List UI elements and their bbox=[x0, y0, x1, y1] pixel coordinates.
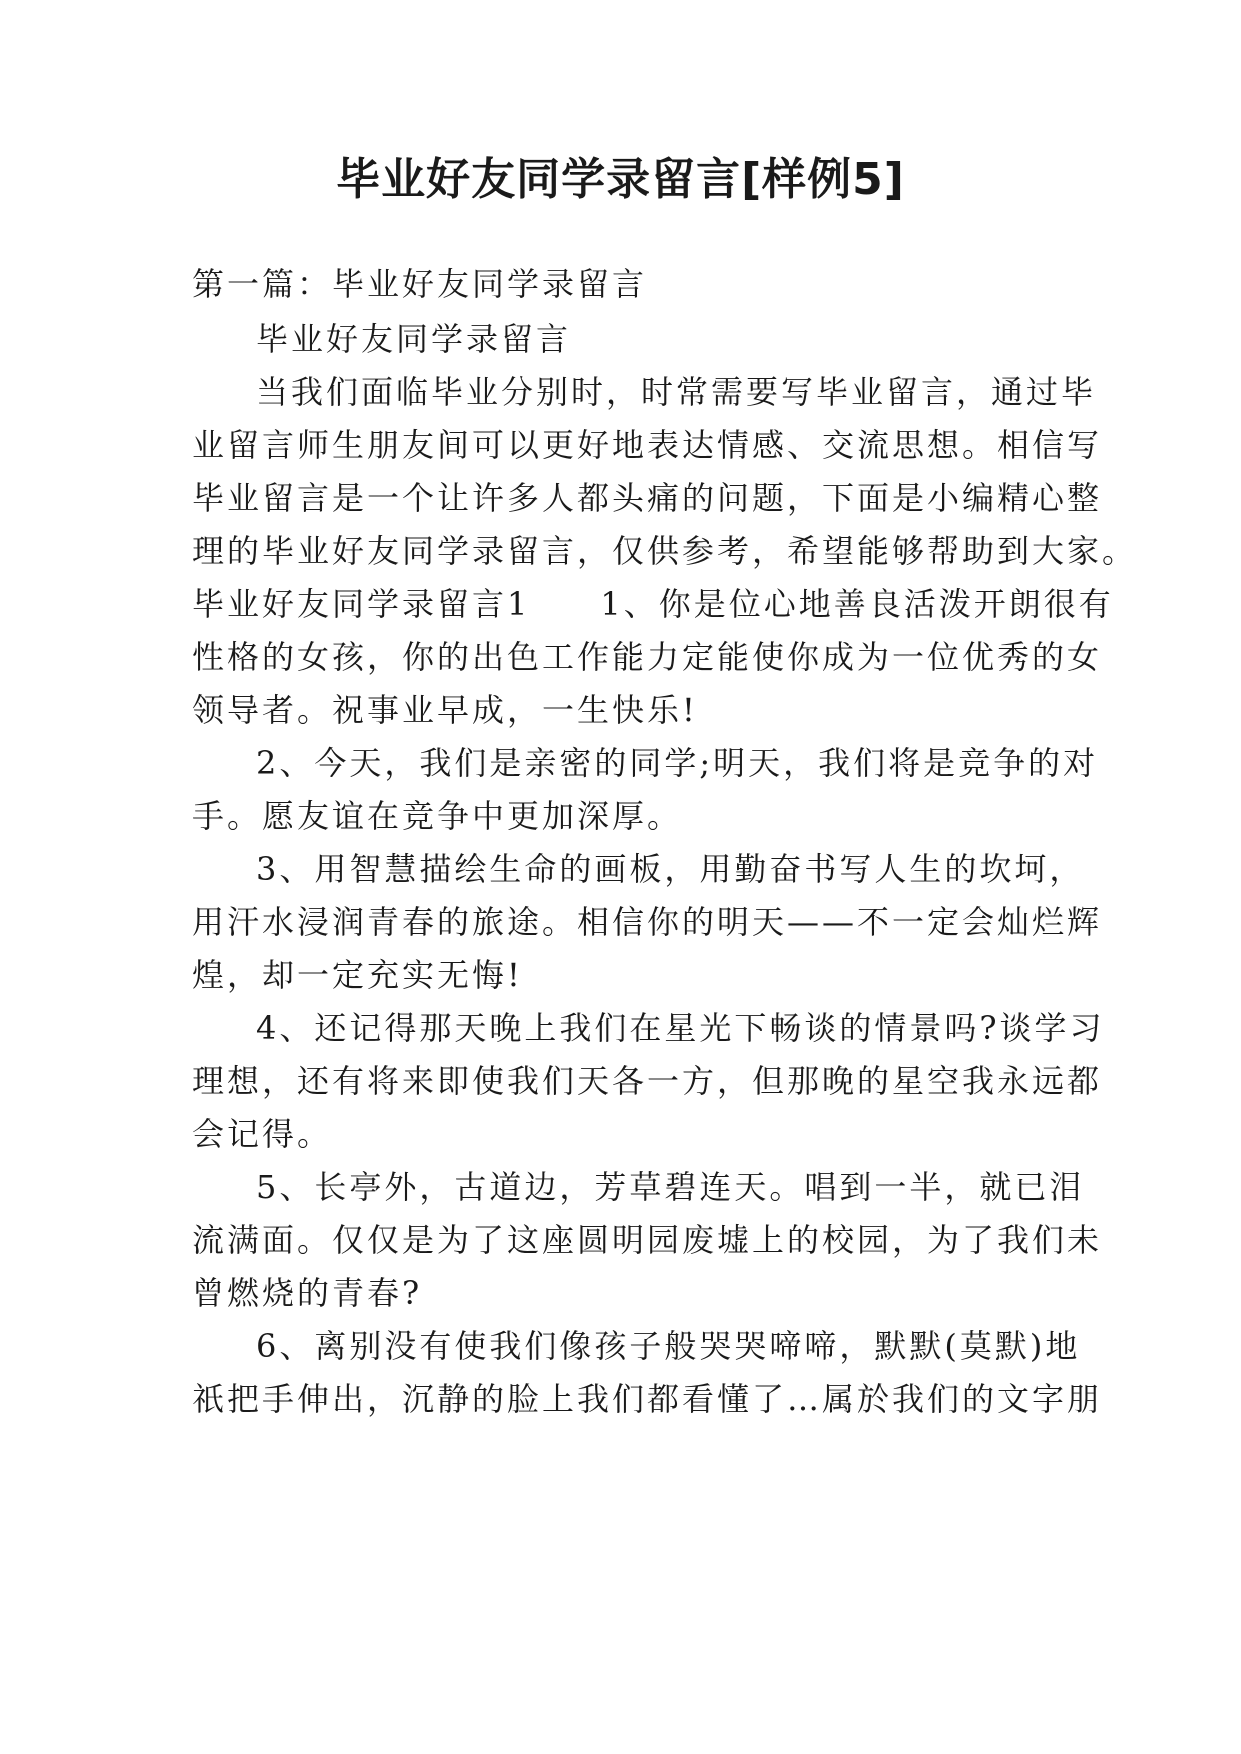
paragraph-line: 当我们面临毕业分别时，时常需要写毕业留言，通过毕 bbox=[256, 373, 1097, 411]
paragraph-line: 煌，却一定充实无悔! bbox=[192, 956, 523, 994]
paragraph-line: 用汗水浸润青春的旅途。相信你的明天——不一定会灿烂辉 bbox=[192, 903, 1103, 941]
paragraph-line: 2、今天，我们是亲密的同学;明天，我们将是竞争的对 bbox=[256, 744, 1099, 782]
paragraph-line: 性格的女孩，你的出色工作能力定能使你成为一位优秀的女 bbox=[192, 638, 1103, 676]
paragraph-line: 领导者。祝事业早成，一生快乐! bbox=[192, 691, 698, 729]
paragraph-line: 会记得。 bbox=[192, 1115, 333, 1153]
paragraph-line: 理的毕业好友同学录留言，仅供参考，希望能够帮助到大家。 bbox=[192, 532, 1138, 570]
document-title: 毕业好友同学录留言[样例5] bbox=[336, 154, 905, 205]
subheading: 毕业好友同学录留言 bbox=[256, 320, 572, 358]
paragraph-line: 6、离别没有使我们像孩子般哭哭啼啼，默默(莫默)地 bbox=[256, 1327, 1081, 1365]
paragraph-line: 毕业好友同学录留言1 1、你是位心地善良活泼开朗很有 bbox=[192, 585, 1114, 623]
paragraph-line: 理想，还有将来即使我们天各一方，但那晚的星空我永远都 bbox=[192, 1062, 1103, 1100]
paragraph-line: 5、长亭外，古道边，芳草碧连天。唱到一半，就已泪 bbox=[256, 1168, 1085, 1206]
paragraph-line: 3、用智慧描绘生命的画板，用勤奋书写人生的坎坷， bbox=[256, 850, 1085, 888]
paragraph-line: 曾燃烧的青春? bbox=[192, 1274, 423, 1312]
paragraph-line: 业留言师生朋友间可以更好地表达情感、交流思想。相信写 bbox=[192, 426, 1103, 464]
paragraph-line: 毕业留言是一个让许多人都头痛的问题，下面是小编精心整 bbox=[192, 479, 1103, 517]
paragraph-line: 祇把手伸出，沉静的脸上我们都看懂了…属於我们的文字朋 bbox=[192, 1380, 1103, 1418]
paragraph-line: 4、还记得那天晚上我们在星光下畅谈的情景吗?谈学习 bbox=[256, 1009, 1105, 1047]
section-heading: 第一篇：毕业好友同学录留言 bbox=[192, 265, 648, 303]
paragraph-line: 手。愿友谊在竞争中更加深厚。 bbox=[192, 797, 683, 835]
paragraph-line: 流满面。仅仅是为了这座圆明园废墟上的校园，为了我们未 bbox=[192, 1221, 1103, 1259]
